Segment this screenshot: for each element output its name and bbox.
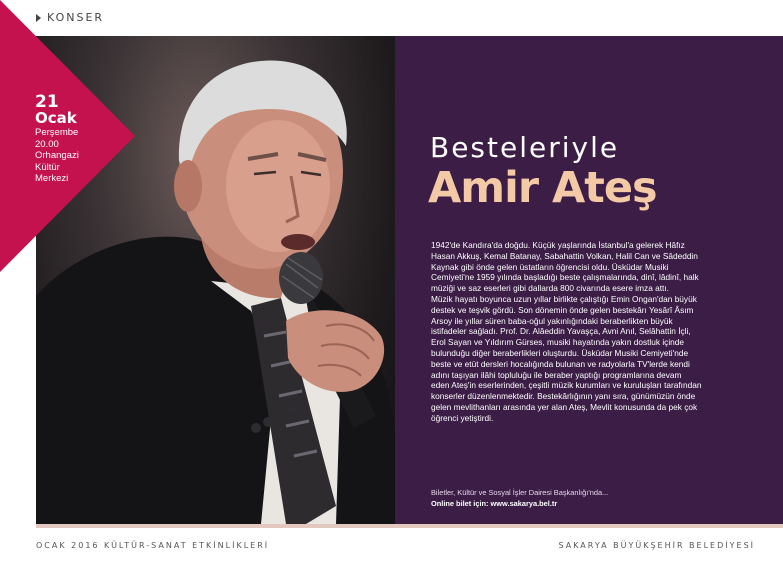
bio-line: eden Ateş'in eserlerinden, çeşitli müzik kurumları ve kuruluşları tarafından <box>431 380 702 391</box>
event-date-block <box>35 94 95 185</box>
bio-line: adını taşıyan ilâhi topluluğu ile beraber yaptığı programlarına devam <box>431 369 682 380</box>
bio-line: beste ve etüt dersleri hocalığında bulunan ve radyolarla TV'lerde kendi <box>431 358 690 369</box>
bio-line: öğrenci yetiştirdi. <box>431 412 494 423</box>
bio-line: 1942'de Kandıra'da doğdu. Küçük yaşlarında İstanbul'a gelerek Hâfız <box>431 240 685 250</box>
bio-line: Kaynak gibi önde gelen üstatların öğrencisi oldu. Üsküdar Musiki <box>431 261 669 272</box>
footer-publisher: SAKARYA BÜYÜKŞEHİR BELEDİYESİ <box>558 541 755 550</box>
bio-line: bulunduğu diğer beraberlikleri oluşturdu. Üsküdar Musiki Cemiyeti'nde <box>431 347 689 358</box>
event-weekday: Perşembe <box>35 127 79 138</box>
bio-line: Arsoy ile yıllar süren baba-oğul yakınlığındaki beraberlikten büyük <box>431 315 673 326</box>
bio-line: konserler düzenlenmektedir. Bestekârlığının yanı sıra, günümüzün önde <box>431 391 696 402</box>
event-venue-line2: Kültür <box>35 161 60 173</box>
bio-line: Erol Sayan ve Yıldırım Gürses, musiki hayatında yakın dostluk içinde <box>431 337 685 348</box>
online-ticket-link[interactable]: Online bilet için: www.sakarya.bel.tr <box>431 499 558 508</box>
event-venue-line1: Orhangazi <box>35 150 79 161</box>
bio-line: Hasan Akkuş, Kemal Batanay, Sabahattin Volkan, Halil Can ve Sâdeddin <box>431 250 698 261</box>
event-venue-line3: Merkezi <box>35 173 69 184</box>
event-day: 21 <box>35 92 59 112</box>
title-subtitle: Besteleriyle <box>430 131 620 164</box>
footer-issue: OCAK 2016 KÜLTÜR-SANAT ETKİNLİKLERİ <box>36 541 270 550</box>
ticket-info: Biletler, Kültür ve Sosyal İşler Dairesi Başkanlığı'nda... <box>431 488 609 497</box>
bio-line: müziği ve saz eserleri gibi dallarda 800 civarında esere imza attı. <box>431 283 669 294</box>
artist-bio <box>431 240 766 424</box>
bio-line: Müzik hayatı boyunca uzun yıllar birlikte çalıştığı Emin Ongan'dan büyük <box>431 293 697 304</box>
bio-line: destek ve teşvik gördü. Son dönemin önde gelen bestekârı Yesârî Âsım <box>431 304 694 315</box>
bio-line: gelen mevlithanları arasında yer alan Ateş, Mevlit konusunda da pek çok <box>431 401 698 412</box>
section-title: KONSER <box>47 11 105 24</box>
divider-rule <box>36 524 783 528</box>
bio-line: istifadeler sağladı. Prof. Dr. Alâeddin Yavaşça, Avni Anıl, Selâhattin İçli, <box>431 326 691 337</box>
event-time: 20.00 <box>35 138 59 150</box>
bio-line: Cemiyeti'ne 1959 yılında başladığı beste çalışmalarında, dinî, lâdinî, halk <box>431 272 699 283</box>
event-month: Ocak <box>35 109 77 127</box>
artist-name: Amir Ateş <box>428 163 657 213</box>
